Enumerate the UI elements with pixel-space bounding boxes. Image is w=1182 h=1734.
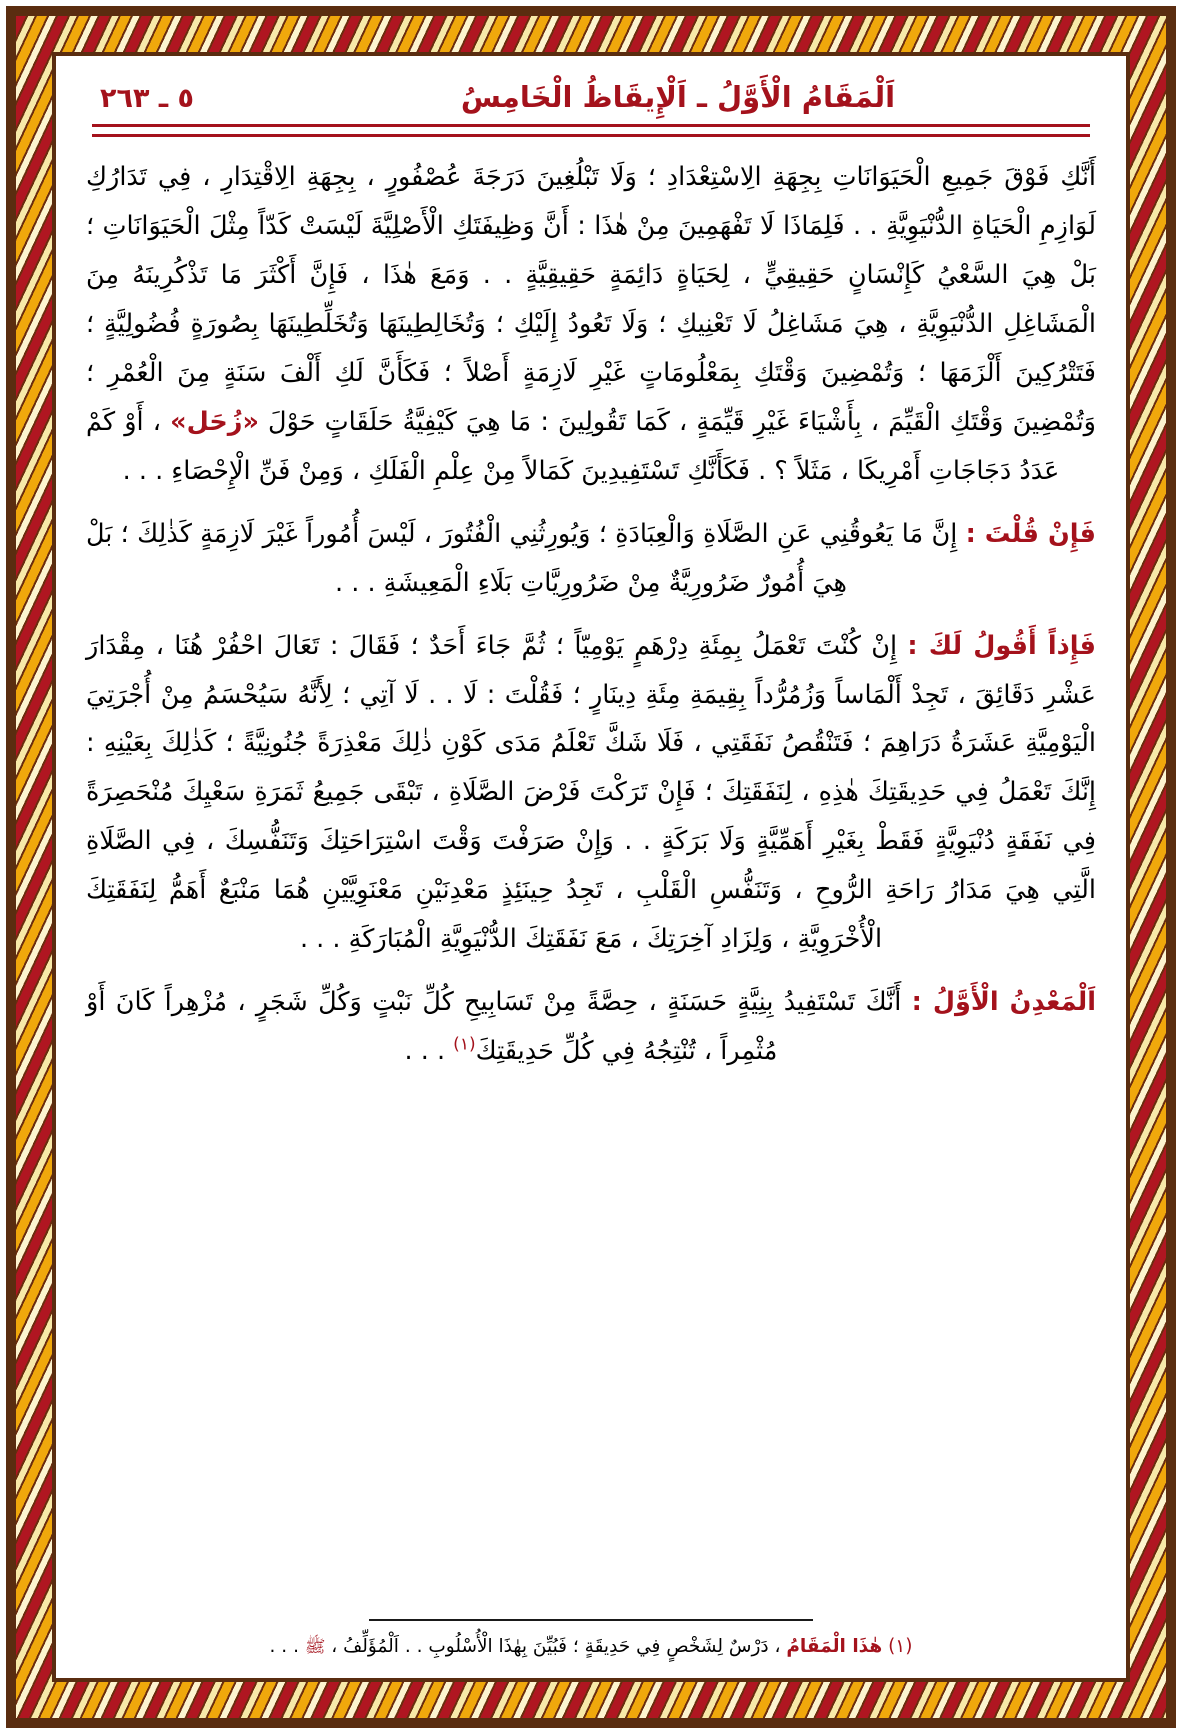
page-content [56,56,1126,1678]
paragraph-2-text: إِنَّ مَا يَعُوقُنِي عَنِ الصَّلَاةِ وَالْعِبَادَةِ ؛ وَيُورِثُنِي الْفُتُورَ ، لَيْسَ أُمُوراً غَيْرَ لَازِمَةٍ كَذٰلِكَ ؛ بَلْ هِيَ أُمُورٌ ضَرُورِيَّةٌ مِنْ ضَرُورِيَّاتِ بَلَاءِ الْمَعِيشَةِ . . . [86,518,966,598]
page-header [86,80,1096,114]
highlight-zuhal: «زُحَل» [170,406,259,437]
paragraph-3-lead: فَإِذاً أَقُولُ لَكَ : [907,630,1096,661]
paragraph-1-text-after: ، أَوْ كَمْ عَدَدُ دَجَاجَاتِ أَمْرِيكَا ، مَثَلاً ؟ . فَكَأَنَّكِ تَسْتَفِيدِينَ كَمَالاً مِنْ عِلْمِ الْفَلَكِ ، وَمِنْ فَنِّ الْإِحْصَاءِ . . . [86,406,1060,486]
footnote-body: ، دَرْسٌ لِشَخْصٍ فِي حَدِيقَةٍ ؛ فَبُيِّنَ بِهٰذَا الْأُسْلُوبِ . . اَلْمُؤَلِّفُ ، [325,1635,787,1657]
paragraph-3-text: إِنْ كُنْتَ تَعْمَلُ بِمِئَةِ دِرْهَمٍ يَوْمِيّاً ؛ ثُمَّ جَاءَ أَحَدٌ ؛ فَقَالَ : تَعَالَ احْفُرْ هُنَا ، مِقْدَارَ عَشْرِ دَقَائِقَ ، تَجِدْ أَلْمَاساً وَزُمُرُّداً بِقِيمَةِ مِئَةِ دِينَارٍ ؛ فَقُلْتَ : لَا . . لَا آتِي ؛ لِأَنَّهُ سَيُحْسَمُ مِنْ أُجْرَتِيَ الْيَوْمِيَّةِ عَشَرَةُ دَرَاهِمَ ؛ فَتَنْقُصُ نَفَقَتِي ، فَلَا شَكَّ تَعْلَمُ مَدَى كَوْنِ ذٰلِكَ مَعْذِرَةً جُنُونِيَّةً ؛ كَذٰلِكَ بِعَيْنِهِ : إِنَّكَ تَعْمَلُ فِي حَدِيقَتِكَ هٰذِهِ ، لِنَفَقَتِكَ ؛ فَإِنْ تَرَكْتَ فَرْضَ الصَّلَاةِ ، تَبْقَى جَمِيعُ ثَمَرَةِ سَعْيِكَ مُنْحَصِرَةً فِي نَفَقَةٍ دُنْيَوِيَّةٍ فَقَطْ بِغَيْرِ أَهَمِّيَّةٍ وَلَا بَرَكَةٍ . . وَإِنْ صَرَفْتَ وَقْتَ اسْتِرَاحَتِكَ وَتَنَفُّسِكَ ، فِي الصَّلَاةِ الَّتِي هِيَ مَدَارُ رَاحَةِ الرُّوحِ ، وَتَنَفُّسِ الْقَلْبِ ، تَجِدُ حِينَئِذٍ مَعْدِنَيْنِ مَعْنَوِيَّيْنِ هُمَا مَنْبَعٌ أَهَمُّ لِنَفَقَتِكَ الْأُخْرَوِيَّةِ ، وَلِزَادِ آخِرَتِكَ ، مَعَ نَفَقَتِكَ الدُّنْيَوِيَّةِ الْمُبَارَكَةِ . . . [86,630,1096,955]
salawat-honorific-icon: ﷺ [304,1636,326,1657]
footnote-text [86,1631,1096,1662]
paragraph-4-text: أَنَّكَ تَسْتَفِيدُ بِنِيَّةٍ حَسَنَةٍ ، حِصَّةً مِنْ تَسَابِيحِ كُلِّ نَبْتٍ وَكُلِّ شَجَرٍ ، مُزْهِراً كَانَ أَوْ مُثْمِراً ، تُنْتِجُهُ فِي كُلِّ حَدِيقَتِكَ [86,987,912,1067]
footnote-section [86,1619,1096,1668]
paragraph-4-text-after: . . . [404,1036,454,1067]
paragraph-3 [86,622,1096,965]
paragraph-1-text: أَنَّكِ فَوْقَ جَمِيعِ الْحَيَوَانَاتِ بِجِهَةِ الِاسْتِعْدَادِ ؛ وَلَا تَبْلُغِينَ دَرَجَةَ عُصْفُورٍ ، بِجِهَةِ الِاقْتِدَارِ ، فِي تَدَارُكِ لَوَازِمِ الْحَيَاةِ الدُّنْيَوِيَّةِ . . فَلِمَاذَا لَا تَفْهَمِينَ مِنْ هٰذَا : أَنَّ وَظِيفَتَكِ الْأَصْلِيَّةَ لَيْسَتْ كَدّاً مِثْلَ الْحَيَوَانَاتِ ؛ بَلْ هِيَ السَّعْيُ كَإِنْسَانٍ حَقِيقِيٍّ ، لِحَيَاةٍ دَائِمَةٍ حَقِيقِيَّةٍ . . وَمَعَ هٰذَا ، فَإِنَّ أَكْثَرَ مَا تَذْكُرِينَهُ مِنَ الْمَشَاغِلِ الدُّنْيَوِيَّةِ ، هِيَ مَشَاغِلُ لَا تَعْنِيكِ ؛ وَلَا تَعُودُ إِلَيْكِ ؛ وَتُخَالِطِينَهَا وَتُخَلِّطِينَهَا بِصُورَةٍ فُضُولِيَّةٍ ؛ فَتَتْرُكِينَ أَلْزَمَهَا ؛ وَتُمْضِينَ وَقْتَكِ بِمَعْلُومَاتٍ غَيْرِ لَازِمَةٍ أَصْلاً ؛ فَكَأَنَّ لَكِ أَلْفَ سَنَةٍ مِنَ الْعُمْرِ ؛ وَتُمْضِينَ وَقْتَكِ الْقَيِّمَ ، بِأَشْيَاءَ غَيْرِ قَيِّمَةٍ ، كَمَا تَقُولِينَ : مَا هِيَ كَيْفِيَّةُ حَلَقَاتٍ حَوْلَ [86,162,1096,437]
page-title: اَلْمَقَامُ الْأَوَّلُ ـ اَلْإِيقَاظُ الْخَامِسُ [460,80,896,114]
footnote-divider-rule [369,1619,813,1621]
paragraph-2-lead: فَإِنْ قُلْتَ : [965,518,1096,549]
footnote-red-lead: هٰذَا الْمَقَامُ [786,1635,883,1657]
page-number: ٥ ـ ٢٦٣ [100,83,194,114]
paragraph-4-lead: اَلْمَعْدِنُ الْأَوَّلُ : [911,987,1096,1018]
paragraph-2 [86,510,1096,608]
footnote-body-end: . . . [269,1635,305,1657]
footnote-reference-marker[interactable]: (١) [453,1034,476,1055]
footnote-number: (١) [888,1635,913,1657]
page-body-text [86,153,1096,1619]
header-divider-rule [92,124,1090,137]
paragraph-1 [86,153,1096,496]
paragraph-4 [86,978,1096,1076]
